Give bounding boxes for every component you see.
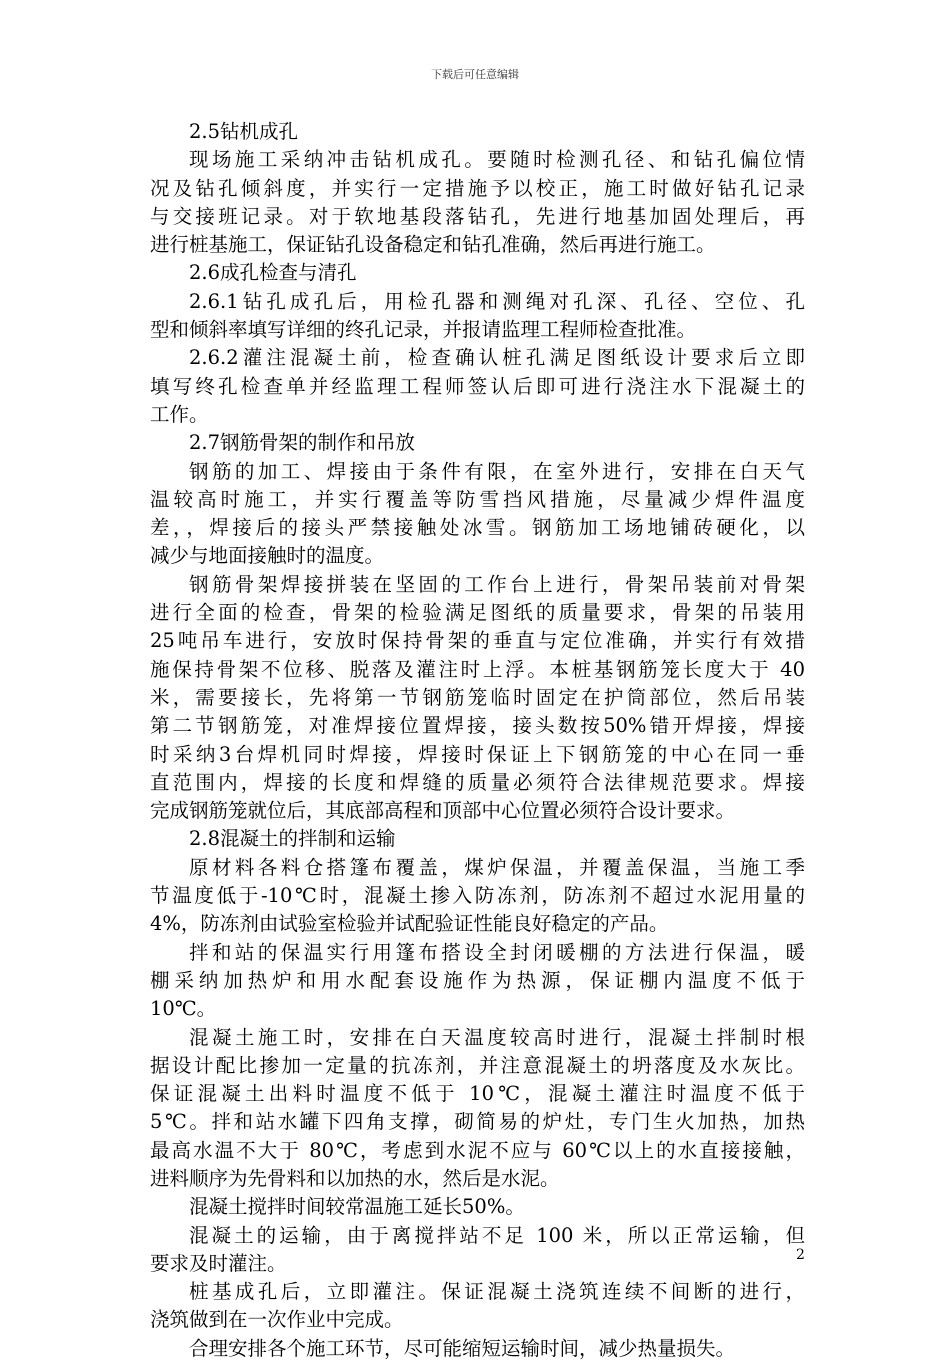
text-line: 米，需要接长，先将第一节钢筋笼临时固定在护筒部位，然后吊装 — [150, 685, 805, 709]
text-line: 节温度低于-10℃时，混凝土掺入防冻剂，防冻剂不超过水泥用量的 — [150, 884, 805, 908]
text-line: 混凝土搅拌时间较常温施工延长50%。 — [189, 1195, 525, 1219]
text-line: 2.6.1钻孔成孔后，用检孔器和测绳对孔深、孔径、空位、孔 — [189, 289, 805, 313]
text-line: 施保持骨架不位移、脱落及灌注时上浮。本桩基钢筋笼长度大于 40 — [150, 657, 805, 681]
text-line: 减少与地面接触时的温度。 — [150, 544, 385, 568]
text-line: 10℃。 — [150, 997, 217, 1021]
text-line: 拌和站的保温实行用篷布搭设全封闭暖棚的方法进行保温，暖 — [189, 940, 805, 964]
text-line: 桩基成孔后，立即灌注。保证混凝土浇筑连续不间断的进行， — [189, 1280, 805, 1304]
text-line: 5℃。拌和站水罐下四角支撑，砌简易的炉灶，专门生火加热，加热 — [150, 1110, 805, 1134]
text-line: 填写终孔检查单并经监理工程师签认后即可进行浇注水下混凝土的 — [150, 374, 805, 398]
text-line: 最高水温不大于 80℃，考虑到水泥不应与 60℃以上的水直接接触， — [150, 1138, 805, 1162]
text-line: 棚采纳加热炉和用水配套设施作为热源，保证棚内温度不低于 — [150, 968, 805, 992]
document-body — [150, 118, 805, 1363]
text-line: 进行全面的检查，骨架的检验满足图纸的质量要求，骨架的吊装用 — [150, 601, 805, 625]
text-line: 25吨吊车进行，安放时保持骨架的垂直与定位准确，并实行有效措 — [150, 629, 805, 653]
text-line: 合理安排各个施工环节，尽可能缩短运输时间，减少热量损失。 — [189, 1336, 736, 1360]
text-line: 2.6.2灌注混凝土前，检查确认桩孔满足图纸设计要求后立即 — [189, 346, 805, 370]
text-line: 进料顺序为先骨料和以加热的水，然后是水泥。 — [150, 1166, 560, 1190]
text-line: 与交接班记录。对于软地基段落钻孔，先进行地基加固处理后，再 — [150, 204, 805, 228]
text-line: 混凝土施工时，安排在白天温度较高时进行，混凝土拌制时根 — [189, 1025, 805, 1049]
text-line: 温较高时施工，并实行覆盖等防雪挡风措施，尽量减少焊件温度 — [150, 487, 805, 511]
text-line: 差，，焊接后的接头严禁接触处冰雪。钢筋加工场地铺砖硬化，以 — [150, 516, 805, 540]
text-line: 况及钻孔倾斜度，并实行一定措施予以校正，施工时做好钻孔记录 — [150, 176, 805, 200]
text-line: 要求及时灌注。 — [150, 1251, 287, 1275]
text-line: 2.6成孔检查与清孔 — [189, 261, 357, 285]
text-line: 完成钢筋笼就位后，其底部高程和顶部中心位置必须符合设计要求。 — [150, 799, 736, 823]
text-line: 进行桩基施工，保证钻孔设备稳定和钻孔准确，然后再进行施工。 — [150, 233, 716, 257]
text-line: 2.5钻机成孔 — [189, 120, 299, 143]
text-line: 型和倾斜率填写详细的终孔记录，并报请监理工程师检查批准。 — [150, 318, 697, 342]
text-line: 现场施工采纳冲击钻机成孔。要随时检测孔径、和钻孔偏位情 — [189, 148, 805, 172]
text-line: 浇筑做到在一次作业中完成。 — [150, 1308, 404, 1332]
text-line: 直范围内，焊接的长度和焊缝的质量必须符合法律规范要求。焊接 — [150, 770, 805, 794]
text-line: 保证混凝土出料时温度不低于 10℃，混凝土灌注时温度不低于 — [150, 1082, 805, 1106]
text-line: 钢筋的加工、焊接由于条件有限，在室外进行，安排在白天气 — [189, 459, 805, 483]
text-line: 据设计配比掺加一定量的抗冻剂，并注意混凝土的坍落度及水灰比。 — [150, 1053, 805, 1077]
page-number: 2 — [796, 1247, 805, 1263]
text-line: 4%，防冻剂由试验室检验并试配验证性能良好稳定的产品。 — [150, 912, 669, 936]
text-line: 第二节钢筋笼，对准焊接位置焊接，接头数按50%错开焊接，焊接 — [150, 714, 805, 738]
text-line: 原材料各料仓搭篷布覆盖，煤炉保温，并覆盖保温，当施工季 — [189, 855, 805, 879]
text-line: 工作。 — [150, 402, 209, 426]
text-line: 混凝土的运输，由于离搅拌站不足 100 米，所以正常运输，但 — [189, 1223, 805, 1247]
text-line: 时采纳3台焊机同时焊接，焊接时保证上下钢筋笼的中心在同一垂 — [150, 742, 805, 766]
text-line: 2.7钢筋骨架的制作和吊放 — [189, 431, 416, 455]
page-header-note: 下载后可任意编辑 — [431, 68, 519, 81]
text-line: 钢筋骨架焊接拼装在坚固的工作台上进行，骨架吊装前对骨架 — [189, 572, 805, 596]
text-line: 2.8混凝土的拌制和运输 — [189, 827, 396, 851]
